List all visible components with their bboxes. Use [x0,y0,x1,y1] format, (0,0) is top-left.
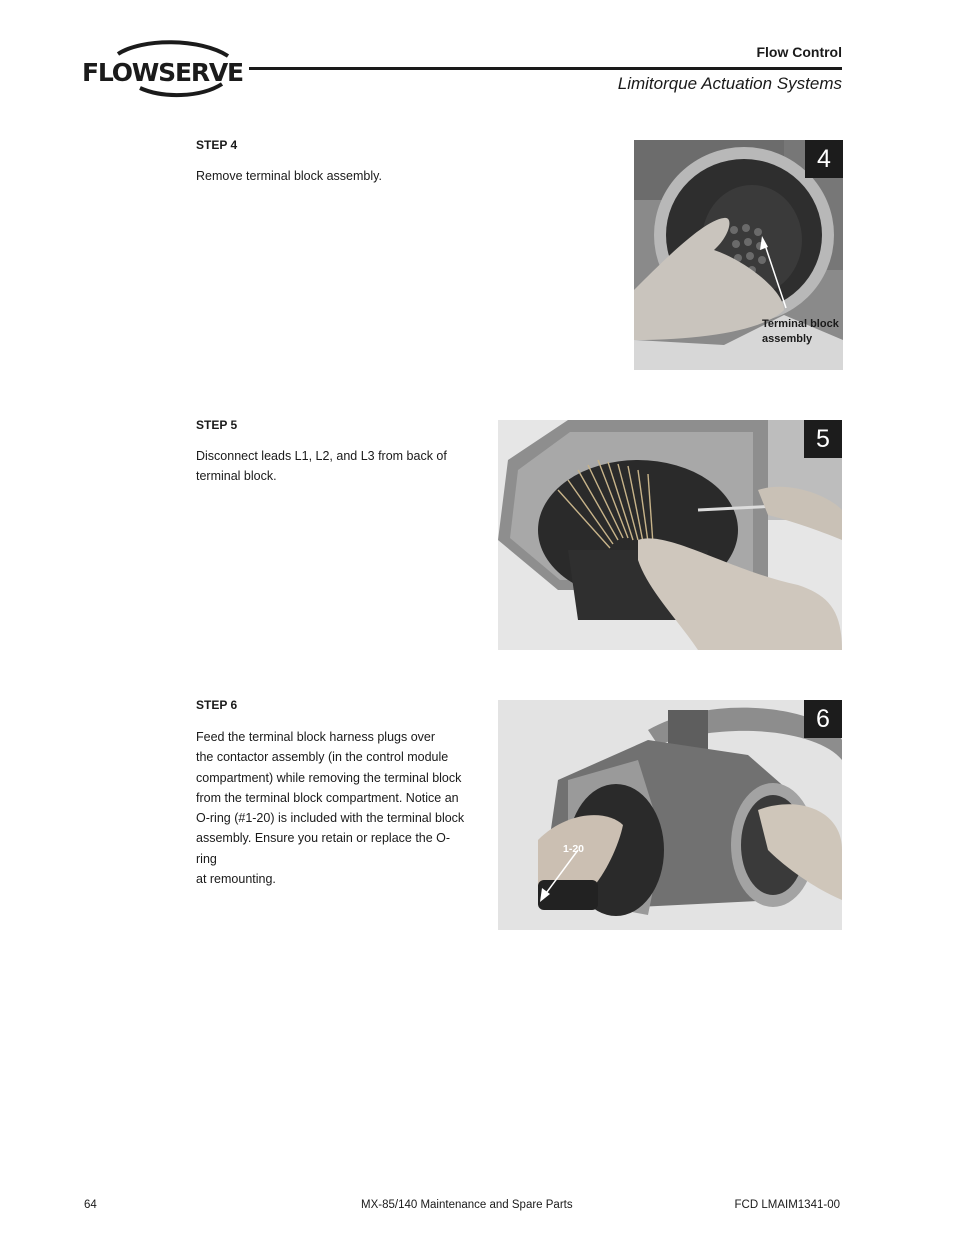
step-5-line: Disconnect leads L1, L2, and L3 from back of [196,449,447,463]
figure-4-callout [762,317,839,347]
step-5-title: STEP 5 [196,418,238,432]
header-rule [249,67,842,70]
footer-page-number: 64 [84,1199,97,1211]
flowserve-logo [82,40,242,102]
step-6-line: O-ring (#1-20) is included with the terminal block [196,811,465,826]
step-5-line: terminal block. [196,469,277,484]
figure-5-badge: 5 [804,420,842,458]
step-6-line: compartment) while removing the terminal block [196,770,462,785]
step-6-line: Feed the terminal block harness plugs over [196,730,436,744]
step-4-title: STEP 4 [196,138,238,152]
callout-line: assembly [762,333,813,345]
header-section-title: Flow Control [756,44,842,60]
figure-4-badge: 4 [805,140,843,178]
figure-6-callout: 1-20 [563,843,585,855]
footer-document-title: MX-85/140 Maintenance and Spare Parts [361,1199,573,1211]
callout-line: Terminal block [762,318,839,330]
figure-6-badge: 6 [804,700,842,738]
step-6-text [196,727,468,889]
step-6-line: from the terminal block compartment. Notice an [196,790,459,805]
step-6-line: assembly. Ensure you retain or replace the O-ring [196,831,451,866]
figure-4-photo [634,140,843,370]
step-5-text [196,446,468,487]
step-6-title: STEP 6 [196,698,238,712]
step-6-line: the contactor assembly (in the control module [196,750,449,765]
logo-wordmark: FLOWSERVE [82,58,243,87]
header-subtitle: Limitorque Actuation Systems [617,74,842,93]
figure-6-photo [498,700,842,930]
step-6-line: at remounting. [196,872,276,887]
disconnect-leads-photo-illustration [498,420,842,650]
footer-document-code: FCD LMAIM1341-00 [734,1199,840,1211]
actuator-oring-photo-illustration [498,700,842,930]
step-4-line: Remove terminal block assembly. [196,169,382,183]
step-4-text [196,166,468,186]
figure-5-photo [498,420,842,650]
